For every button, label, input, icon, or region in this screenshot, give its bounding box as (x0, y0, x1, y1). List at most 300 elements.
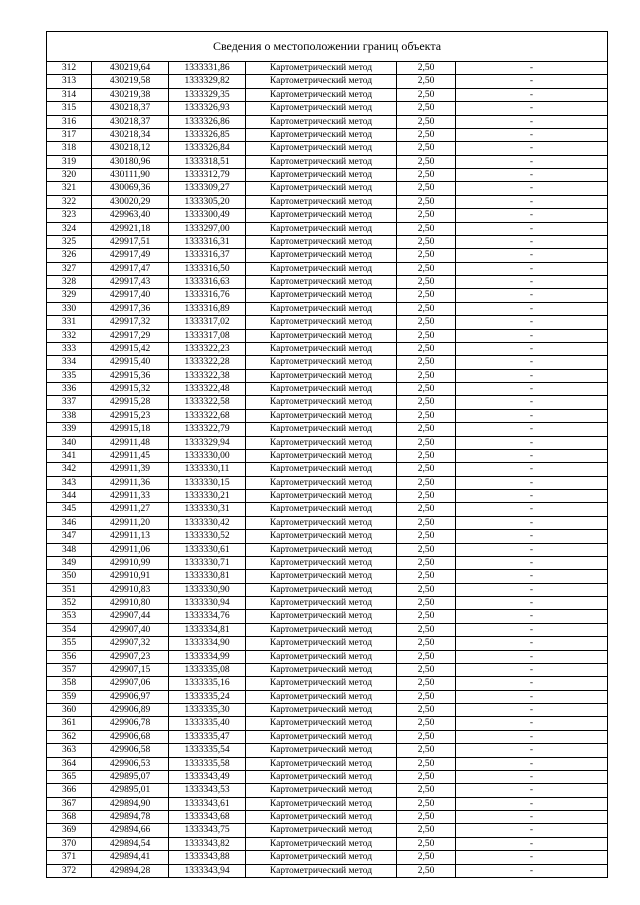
method-cell: Картометрический метод (246, 463, 397, 476)
table-row (47, 757, 607, 770)
description-cell: - (456, 195, 608, 208)
description-cell: - (456, 490, 608, 503)
y-coordinate-cell: 1333335,54 (169, 744, 246, 757)
x-coordinate-cell: 429907,32 (92, 637, 169, 650)
point-number-cell: 360 (47, 704, 92, 717)
x-coordinate-cell: 429917,43 (92, 276, 169, 289)
accuracy-cell: 2,50 (397, 556, 456, 569)
y-coordinate-cell: 1333329,82 (169, 75, 246, 88)
y-coordinate-cell: 1333316,76 (169, 289, 246, 302)
point-number-cell: 355 (47, 637, 92, 650)
table-row (47, 75, 607, 88)
method-cell: Картометрический метод (246, 155, 397, 168)
accuracy-cell: 2,50 (397, 650, 456, 663)
method-cell: Картометрический метод (246, 383, 397, 396)
y-coordinate-cell: 1333330,15 (169, 476, 246, 489)
method-cell: Картометрический метод (246, 851, 397, 864)
table-row (47, 490, 607, 503)
y-coordinate-cell: 1333334,76 (169, 610, 246, 623)
point-number-cell: 368 (47, 811, 92, 824)
y-coordinate-cell: 1333316,37 (169, 249, 246, 262)
table-row (47, 476, 607, 489)
table-row (47, 102, 607, 115)
point-number-cell: 347 (47, 530, 92, 543)
description-cell: - (456, 169, 608, 182)
point-number-cell: 322 (47, 195, 92, 208)
point-number-cell: 318 (47, 142, 92, 155)
description-cell: - (456, 476, 608, 489)
table-row (47, 824, 607, 837)
point-number-cell: 325 (47, 235, 92, 248)
accuracy-cell: 2,50 (397, 423, 456, 436)
accuracy-cell: 2,50 (397, 570, 456, 583)
accuracy-cell: 2,50 (397, 249, 456, 262)
x-coordinate-cell: 429906,53 (92, 757, 169, 770)
method-cell: Картометрический метод (246, 543, 397, 556)
table-row (47, 356, 607, 369)
accuracy-cell: 2,50 (397, 623, 456, 636)
description-cell: - (456, 75, 608, 88)
y-coordinate-cell: 1333330,61 (169, 543, 246, 556)
x-coordinate-cell: 430069,36 (92, 182, 169, 195)
accuracy-cell: 2,50 (397, 824, 456, 837)
point-number-cell: 316 (47, 115, 92, 128)
y-coordinate-cell: 1333330,00 (169, 449, 246, 462)
table-row (47, 637, 607, 650)
accuracy-cell: 2,50 (397, 62, 456, 75)
accuracy-cell: 2,50 (397, 597, 456, 610)
table-row (47, 597, 607, 610)
description-cell: - (456, 276, 608, 289)
y-coordinate-cell: 1333330,71 (169, 556, 246, 569)
y-coordinate-cell: 1333318,51 (169, 155, 246, 168)
accuracy-cell: 2,50 (397, 851, 456, 864)
x-coordinate-cell: 430218,34 (92, 128, 169, 141)
point-number-cell: 324 (47, 222, 92, 235)
point-number-cell: 342 (47, 463, 92, 476)
description-cell: - (456, 797, 608, 810)
description-cell: - (529, 865, 534, 876)
method-cell: Картометрический метод (246, 369, 397, 382)
description-cell: - (456, 289, 608, 302)
y-coordinate-cell: 1333335,30 (169, 704, 246, 717)
method-cell: Картометрический метод (246, 142, 397, 155)
method-cell: Картометрический метод (246, 476, 397, 489)
y-coordinate-cell: 1333331,86 (169, 62, 246, 75)
y-coordinate-cell: 1333326,93 (169, 102, 246, 115)
method-cell: Картометрический метод (246, 757, 397, 770)
table-row (47, 62, 607, 75)
method-cell: Картометрический метод (246, 503, 397, 516)
description-cell: - (456, 316, 608, 329)
table-row (47, 864, 607, 877)
y-coordinate-cell: 1333326,85 (169, 128, 246, 141)
point-number-cell: 344 (47, 490, 92, 503)
point-number-cell: 317 (47, 128, 92, 141)
method-cell: Картометрический метод (246, 62, 397, 75)
description-cell: - (456, 811, 608, 824)
accuracy-cell: 2,50 (397, 222, 456, 235)
description-cell: - (456, 543, 608, 556)
method-cell: Картометрический метод (246, 730, 397, 743)
y-coordinate-cell: 1333322,48 (169, 383, 246, 396)
accuracy-cell: 2,50 (397, 757, 456, 770)
y-coordinate-cell: 1333297,00 (169, 222, 246, 235)
x-coordinate-cell: 429917,29 (92, 329, 169, 342)
x-coordinate-cell: 429895,07 (92, 770, 169, 783)
accuracy-cell: 2,50 (397, 610, 456, 623)
x-coordinate-cell: 430219,38 (92, 88, 169, 101)
table-row (47, 516, 607, 529)
method-cell: Картометрический метод (246, 289, 397, 302)
accuracy-cell: 2,50 (397, 797, 456, 810)
y-coordinate-cell: 1333322,68 (169, 409, 246, 422)
description-cell: - (456, 249, 608, 262)
description-cell: - (456, 570, 608, 583)
description-cell: - (456, 222, 608, 235)
accuracy-cell: 2,50 (397, 383, 456, 396)
description-cell: - (456, 637, 608, 650)
point-number-cell: 332 (47, 329, 92, 342)
description-cell: - (456, 597, 608, 610)
point-number-cell: 312 (47, 62, 92, 75)
accuracy-cell: 2,50 (397, 369, 456, 382)
x-coordinate-cell: 429915,18 (92, 423, 169, 436)
accuracy-cell: 2,50 (397, 409, 456, 422)
point-number-cell: 315 (47, 102, 92, 115)
method-cell: Картометрический метод (246, 811, 397, 824)
x-coordinate-cell: 429921,18 (92, 222, 169, 235)
point-number-cell: 319 (47, 155, 92, 168)
method-cell: Картометрический метод (246, 597, 397, 610)
table-row (47, 182, 607, 195)
point-number-cell: 348 (47, 543, 92, 556)
accuracy-cell: 2,50 (397, 530, 456, 543)
point-number-cell: 313 (47, 75, 92, 88)
method-cell: Картометрический метод (246, 222, 397, 235)
table-row (47, 449, 607, 462)
y-coordinate-cell: 1333316,63 (169, 276, 246, 289)
table-row (47, 730, 607, 743)
point-number-cell: 365 (47, 770, 92, 783)
description-cell: - (456, 369, 608, 382)
accuracy-cell: 2,50 (397, 195, 456, 208)
table-row (47, 704, 607, 717)
description-cell: - (456, 650, 608, 663)
method-cell: Картометрический метод (246, 235, 397, 248)
x-coordinate-cell: 429915,36 (92, 369, 169, 382)
accuracy-cell: 2,50 (397, 88, 456, 101)
x-coordinate-cell: 429906,97 (92, 690, 169, 703)
accuracy-cell: 2,50 (397, 704, 456, 717)
method-cell: Картометрический метод (246, 570, 397, 583)
table-row (47, 396, 607, 409)
y-coordinate-cell: 1333335,08 (169, 663, 246, 676)
table-row (47, 570, 607, 583)
x-coordinate-cell: 429907,15 (92, 663, 169, 676)
method-cell: Картометрический метод (246, 797, 397, 810)
x-coordinate-cell: 429917,51 (92, 235, 169, 248)
table-row (47, 556, 607, 569)
description-cell: - (456, 423, 608, 436)
x-coordinate-cell: 429917,40 (92, 289, 169, 302)
method-cell: Картометрический метод (246, 302, 397, 315)
description-cell: - (456, 449, 608, 462)
x-coordinate-cell: 429963,40 (92, 209, 169, 222)
point-number-cell: 338 (47, 409, 92, 422)
x-coordinate-cell: 429917,36 (92, 302, 169, 315)
accuracy-cell: 2,50 (397, 784, 456, 797)
description-cell: - (456, 851, 608, 864)
y-coordinate-cell: 1333330,52 (169, 530, 246, 543)
method-cell: Картометрический метод (246, 530, 397, 543)
accuracy-cell: 2,50 (397, 102, 456, 115)
y-coordinate-cell: 1333335,40 (169, 717, 246, 730)
method-cell: Картометрический метод (246, 75, 397, 88)
point-number-cell: 321 (47, 182, 92, 195)
method-cell: Картометрический метод (246, 744, 397, 757)
description-cell: - (456, 356, 608, 369)
table-row (47, 155, 607, 168)
y-coordinate-cell: 1333322,38 (169, 369, 246, 382)
table-row (47, 409, 607, 422)
table-row (47, 797, 607, 810)
table-row (47, 316, 607, 329)
accuracy-cell: 2,50 (397, 289, 456, 302)
description-cell: - (456, 409, 608, 422)
description-cell: - (456, 342, 608, 355)
y-coordinate-cell: 1333322,28 (169, 356, 246, 369)
y-coordinate-cell: 1333343,94 (169, 864, 246, 877)
x-coordinate-cell: 429907,44 (92, 610, 169, 623)
method-cell: Картометрический метод (246, 102, 397, 115)
description-cell: - (456, 730, 608, 743)
accuracy-cell: 2,50 (397, 663, 456, 676)
table-row (47, 837, 607, 850)
y-coordinate-cell: 1333330,42 (169, 516, 246, 529)
point-number-cell: 314 (47, 88, 92, 101)
point-number-cell: 320 (47, 169, 92, 182)
description-cell: - (456, 744, 608, 757)
x-coordinate-cell: 429911,06 (92, 543, 169, 556)
y-coordinate-cell: 1333334,81 (169, 623, 246, 636)
method-cell: Картометрический метод (246, 637, 397, 650)
method-cell: Картометрический метод (246, 329, 397, 342)
point-number-cell: 326 (47, 249, 92, 262)
accuracy-cell: 2,50 (397, 543, 456, 556)
y-coordinate-cell: 1333316,50 (169, 262, 246, 275)
method-cell: Картометрический метод (246, 449, 397, 462)
table-row (47, 289, 607, 302)
y-coordinate-cell: 1333305,20 (169, 195, 246, 208)
x-coordinate-cell: 429911,48 (92, 436, 169, 449)
y-coordinate-cell: 1333343,49 (169, 770, 246, 783)
accuracy-cell: 2,50 (397, 770, 456, 783)
point-number-cell: 356 (47, 650, 92, 663)
table-row (47, 543, 607, 556)
y-coordinate-cell: 1333330,31 (169, 503, 246, 516)
x-coordinate-cell: 429910,80 (92, 597, 169, 610)
description-cell: - (456, 102, 608, 115)
method-cell: Картометрический метод (246, 663, 397, 676)
x-coordinate-cell: 430111,90 (92, 169, 169, 182)
description-cell: - (456, 88, 608, 101)
table-row (47, 530, 607, 543)
point-number-cell: 330 (47, 302, 92, 315)
x-coordinate-cell: 430180,96 (92, 155, 169, 168)
table-row (47, 423, 607, 436)
boundary-table-body (47, 62, 607, 877)
accuracy-cell: 2,50 (397, 637, 456, 650)
description-cell: - (456, 235, 608, 248)
x-coordinate-cell: 429911,33 (92, 490, 169, 503)
method-cell: Картометрический метод (246, 342, 397, 355)
x-coordinate-cell: 429906,89 (92, 704, 169, 717)
y-coordinate-cell: 1333343,53 (169, 784, 246, 797)
table-row (47, 302, 607, 315)
point-number-cell: 369 (47, 824, 92, 837)
point-number-cell: 336 (47, 383, 92, 396)
x-coordinate-cell: 429911,36 (92, 476, 169, 489)
accuracy-cell: 2,50 (397, 677, 456, 690)
x-coordinate-cell: 429915,28 (92, 396, 169, 409)
description-cell: - (456, 436, 608, 449)
x-coordinate-cell: 429894,54 (92, 837, 169, 850)
y-coordinate-cell: 1333343,61 (169, 797, 246, 810)
x-coordinate-cell: 429906,78 (92, 717, 169, 730)
description-cell: - (456, 556, 608, 569)
y-coordinate-cell: 1333317,08 (169, 329, 246, 342)
x-coordinate-cell: 429915,42 (92, 342, 169, 355)
table-row (47, 222, 607, 235)
point-number-cell: 339 (47, 423, 92, 436)
accuracy-cell: 2,50 (397, 837, 456, 850)
y-coordinate-cell: 1333335,16 (169, 677, 246, 690)
x-coordinate-cell: 429910,99 (92, 556, 169, 569)
accuracy-cell: 2,50 (397, 75, 456, 88)
point-number-cell: 341 (47, 449, 92, 462)
description-cell: - (456, 677, 608, 690)
description-cell: - (456, 182, 608, 195)
x-coordinate-cell: 429911,20 (92, 516, 169, 529)
table-row (47, 503, 607, 516)
description-cell: - (456, 262, 608, 275)
description-cell: - (456, 329, 608, 342)
x-coordinate-cell: 429917,49 (92, 249, 169, 262)
y-coordinate-cell: 1333312,79 (169, 169, 246, 182)
y-coordinate-cell: 1333334,99 (169, 650, 246, 663)
method-cell: Картометрический метод (246, 88, 397, 101)
x-coordinate-cell: 429911,27 (92, 503, 169, 516)
y-coordinate-cell: 1333316,31 (169, 235, 246, 248)
method-cell: Картометрический метод (246, 824, 397, 837)
x-coordinate-cell: 429917,32 (92, 316, 169, 329)
point-number-cell: 361 (47, 717, 92, 730)
method-cell: Картометрический метод (246, 490, 397, 503)
method-cell: Картометрический метод (246, 436, 397, 449)
description-cell: - (456, 142, 608, 155)
accuracy-cell: 2,50 (397, 436, 456, 449)
point-number-cell: 335 (47, 369, 92, 382)
point-number-cell: 331 (47, 316, 92, 329)
point-number-cell: 352 (47, 597, 92, 610)
description-cell: - (456, 62, 608, 75)
description-cell: - (456, 690, 608, 703)
x-coordinate-cell: 429915,23 (92, 409, 169, 422)
x-coordinate-cell: 430219,58 (92, 75, 169, 88)
x-coordinate-cell: 429917,47 (92, 262, 169, 275)
point-number-cell: 345 (47, 503, 92, 516)
accuracy-cell: 2,50 (397, 115, 456, 128)
accuracy-cell: 2,50 (397, 490, 456, 503)
x-coordinate-cell: 430218,12 (92, 142, 169, 155)
y-coordinate-cell: 1333317,02 (169, 316, 246, 329)
document-sheet (46, 31, 608, 878)
table-row (47, 744, 607, 757)
table-row (47, 717, 607, 730)
x-coordinate-cell: 430218,37 (92, 102, 169, 115)
accuracy-cell: 2,50 (397, 356, 456, 369)
accuracy-cell: 2,50 (397, 155, 456, 168)
method-cell: Картометрический метод (246, 837, 397, 850)
point-number-cell: 364 (47, 757, 92, 770)
accuracy-cell: 2,50 (397, 449, 456, 462)
point-number-cell: 327 (47, 262, 92, 275)
accuracy-cell: 2,50 (397, 396, 456, 409)
point-number-cell: 359 (47, 690, 92, 703)
y-coordinate-cell: 1333322,58 (169, 396, 246, 409)
y-coordinate-cell: 1333343,75 (169, 824, 246, 837)
method-cell: Картометрический метод (246, 316, 397, 329)
table-row (47, 851, 607, 864)
method-cell: Картометрический метод (246, 128, 397, 141)
accuracy-cell: 2,50 (397, 811, 456, 824)
table-row (47, 235, 607, 248)
accuracy-cell: 2,50 (397, 476, 456, 489)
table-row (47, 276, 607, 289)
point-number-cell: 323 (47, 209, 92, 222)
y-coordinate-cell: 1333330,11 (169, 463, 246, 476)
x-coordinate-cell: 429910,91 (92, 570, 169, 583)
description-cell: - (456, 784, 608, 797)
table-row (47, 128, 607, 141)
method-cell: Картометрический метод (246, 182, 397, 195)
method-cell: Картометрический метод (246, 356, 397, 369)
point-number-cell: 346 (47, 516, 92, 529)
table-row (47, 784, 607, 797)
description-cell: - (456, 837, 608, 850)
table-row (47, 369, 607, 382)
x-coordinate-cell: 429894,28 (92, 864, 169, 877)
accuracy-cell: 2,50 (397, 864, 456, 877)
y-coordinate-cell: 1333343,88 (169, 851, 246, 864)
description-cell: - (456, 503, 608, 516)
x-coordinate-cell: 429907,23 (92, 650, 169, 663)
x-coordinate-cell: 429894,66 (92, 824, 169, 837)
x-coordinate-cell: 429907,06 (92, 677, 169, 690)
accuracy-cell: 2,50 (397, 182, 456, 195)
point-number-cell: 357 (47, 663, 92, 676)
table-row (47, 583, 607, 596)
y-coordinate-cell: 1333329,35 (169, 88, 246, 101)
y-coordinate-cell: 1333330,81 (169, 570, 246, 583)
method-cell: Картометрический метод (246, 276, 397, 289)
point-number-cell: 343 (47, 476, 92, 489)
method-cell: Картометрический метод (246, 864, 397, 877)
point-number-cell: 334 (47, 356, 92, 369)
description-cell: - (456, 155, 608, 168)
accuracy-cell: 2,50 (397, 329, 456, 342)
